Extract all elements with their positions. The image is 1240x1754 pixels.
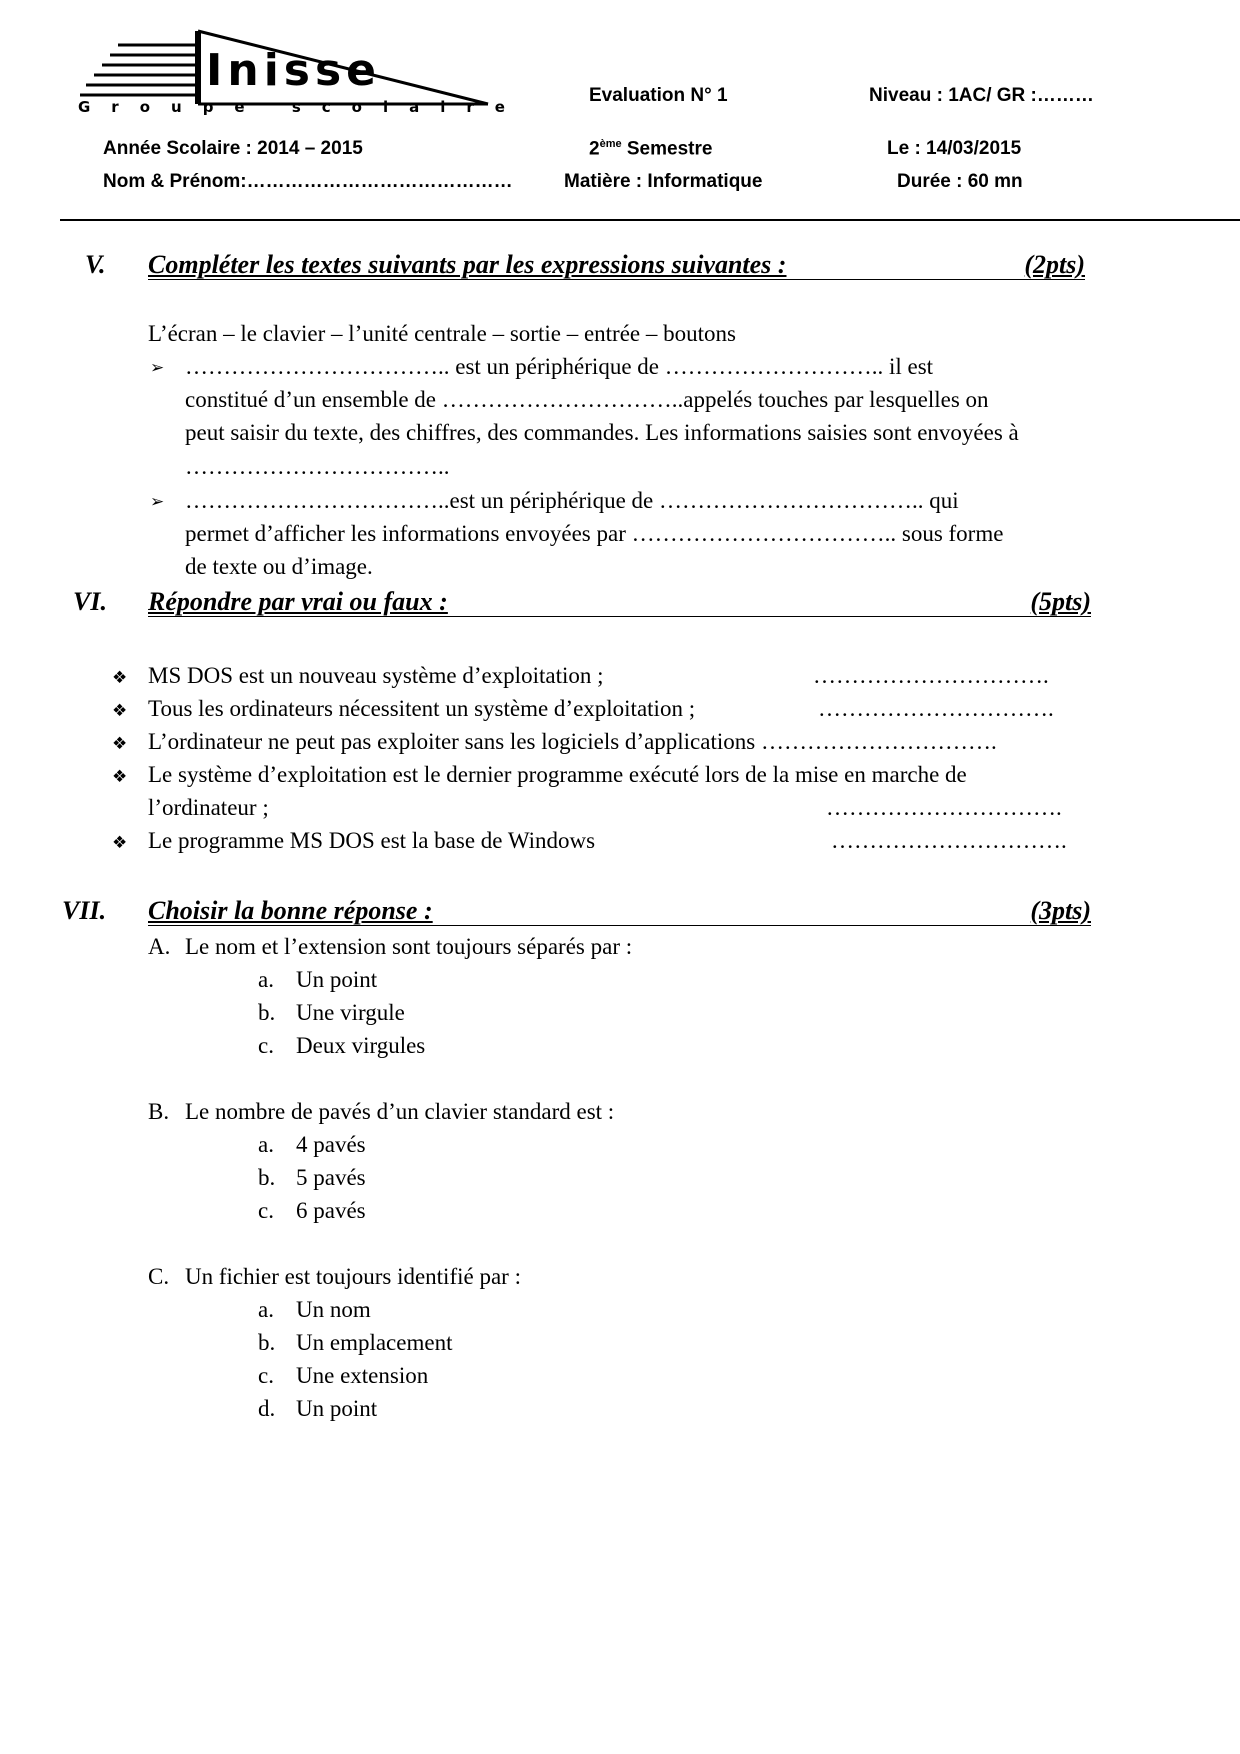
question-text: Le nombre de pavés d’un clavier standard est : (185, 1099, 615, 1124)
option-letter: c. (258, 1033, 274, 1058)
section-vi-points: (5pts) (1030, 587, 1091, 616)
fill-line-1: …………………………….. est un périphérique de ……………………….. il est (185, 354, 934, 379)
answer-blank: …………………………. (818, 696, 1054, 721)
section-vii-title (148, 897, 1091, 926)
question-letter: A. (148, 934, 171, 959)
evaluation-title: Evaluation N° 1 (589, 85, 728, 106)
option-text: 6 pavés (296, 1198, 366, 1223)
fill-line-7: de texte ou d’image. (185, 554, 373, 579)
word-bank: L’écran – le clavier – l’unité centrale – sortie – entrée – boutons (148, 321, 736, 346)
diamond-bullet-icon: ❖ (112, 833, 128, 853)
semestre: 2ème Semestre (589, 138, 713, 160)
answer-blank: …………………………. (813, 663, 1049, 688)
section-vii-points: (3pts) (1030, 896, 1091, 925)
option-letter: a. (258, 967, 274, 992)
niveau-field: Niveau : 1AC/ GR :……… (869, 85, 1094, 106)
question-text: Un fichier est toujours identifié par : (185, 1264, 521, 1289)
option-letter: a. (258, 1297, 274, 1322)
logo-name: Inisse (206, 45, 381, 96)
option-letter: b. (258, 1330, 276, 1355)
option-text: Deux virgules (296, 1033, 426, 1058)
question-text: Le nom et l’extension sont toujours séparés par : (185, 934, 633, 959)
section-v-title (148, 251, 1085, 280)
option-letter: b. (258, 1165, 276, 1190)
fill-line-5: ……………………………..est un périphérique de …………………………….. qui (185, 488, 959, 513)
question-letter: B. (148, 1099, 170, 1124)
diamond-bullet-icon: ❖ (112, 734, 128, 754)
statement-text: MS DOS est un nouveau système d’exploitation ; (148, 663, 604, 688)
option-text: Un nom (296, 1297, 371, 1322)
option-letter: a. (258, 1132, 274, 1157)
duree: Durée : 60 mn (897, 171, 1023, 192)
section-v-points: (2pts) (1024, 250, 1085, 279)
statement-text-line2: l’ordinateur ; (148, 795, 269, 820)
option-text: Un point (296, 967, 378, 992)
section-vii-number: VII. (62, 896, 107, 925)
option-letter: c. (258, 1363, 274, 1388)
option-text: Une extension (296, 1363, 429, 1388)
statement-text: Tous les ordinateurs nécessitent un système d’exploitation ; (148, 696, 696, 721)
option-letter: d. (258, 1396, 276, 1421)
exam-date: Le : 14/03/2015 (887, 138, 1022, 159)
statement-text: Le programme MS DOS est la base de Windows (148, 828, 596, 853)
option-letter: b. (258, 1000, 276, 1025)
fill-line-6: permet d’afficher les informations envoyées par …………………………….. sous forme (185, 521, 1004, 546)
section-v-title-text: Compléter les textes suivants par les expressions suivantes : (148, 250, 787, 279)
annee-scolaire: Année Scolaire : 2014 – 2015 (103, 138, 363, 159)
student-name-field: Nom & Prénom:…………………………………… (103, 171, 513, 192)
matiere: Matière : Informatique (564, 171, 763, 192)
header-divider (60, 219, 1240, 221)
answer-blank: …………………………. (831, 828, 1067, 853)
question-letter: C. (148, 1264, 170, 1289)
option-text: Une virgule (296, 1000, 405, 1025)
section-v-number: V. (85, 250, 106, 279)
statement-text: Le système d’exploitation est le dernier programme exécuté lors de la mise en marche de (148, 762, 967, 787)
option-text: Un point (296, 1396, 378, 1421)
school-logo (78, 28, 526, 120)
fill-line-4: …………………………….. (185, 454, 450, 479)
section-vi-title-text: Répondre par vrai ou faux : (148, 587, 448, 616)
diamond-bullet-icon: ❖ (112, 701, 128, 721)
diamond-bullet-icon: ❖ (112, 767, 128, 787)
option-text: 4 pavés (296, 1132, 366, 1157)
fill-line-2: constitué d’un ensemble de …………………………..appelés touches par lesquelles on (185, 387, 989, 412)
option-letter: c. (258, 1198, 274, 1223)
option-text: Un emplacement (296, 1330, 453, 1355)
section-vii-title-text: Choisir la bonne réponse : (148, 896, 433, 925)
logo-subtitle: Groupe scolaire (78, 98, 526, 116)
section-vi-title (148, 588, 1091, 617)
diamond-bullet-icon: ❖ (112, 668, 128, 688)
statement-text: L’ordinateur ne peut pas exploiter sans les logiciels d’applications …………………………. (148, 729, 997, 754)
section-vi-number: VI. (73, 587, 107, 616)
option-text: 5 pavés (296, 1165, 366, 1190)
answer-blank: …………………………. (826, 795, 1062, 820)
bullet-arrow-1: ➢ (150, 358, 165, 378)
bullet-arrow-2: ➢ (150, 492, 165, 512)
fill-line-3: peut saisir du texte, des chiffres, des commandes. Les informations saisies sont envoyées à (185, 420, 1019, 445)
